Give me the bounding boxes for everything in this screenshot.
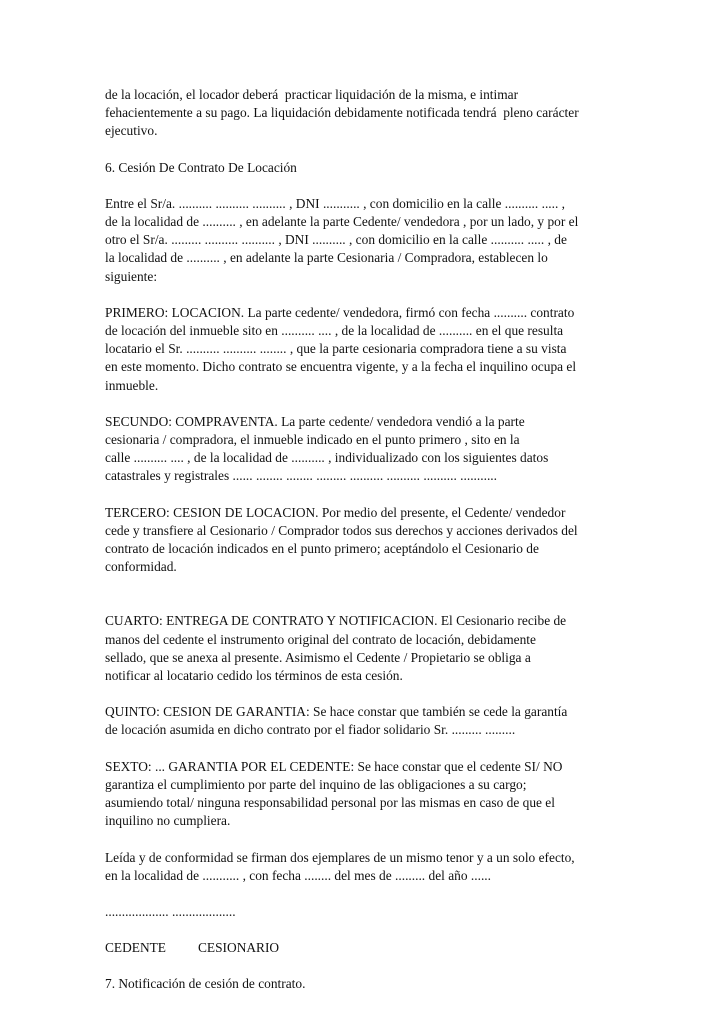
text-line: CUARTO: ENTREGA DE CONTRATO Y NOTIFICACION. El Cesionario recibe de bbox=[105, 613, 567, 629]
text-line: PRIMERO: LOCACION. La parte cedente/ vendedora, firmó con fecha .......... contrato bbox=[105, 304, 575, 320]
text-line: Entre el Sr/a. .......... .......... .......... , DNI ........... , con domicilio en la calle .......... ..... , bbox=[105, 195, 566, 211]
text-line: conformidad. bbox=[105, 559, 177, 575]
text-line: Leída y de conformidad se firman dos ejemplares de un mismo tenor y a un solo efecto, bbox=[105, 849, 575, 865]
clause-quinto bbox=[105, 703, 630, 739]
text-line: cede y transfiere al Cesionario / Comprador todos sus derechos y acciones derivados del bbox=[105, 522, 578, 538]
text-line: en la localidad de ........... , con fecha ........ del mes de ......... del año ...... bbox=[105, 867, 491, 883]
text-line: SECUNDO: COMPRAVENTA. La parte cedente/ vendedora vendió a la parte bbox=[105, 413, 525, 429]
text-line: notificar al locatario cedido los términos de esta cesión. bbox=[105, 668, 403, 684]
signer-cesionario: CESIONARIO bbox=[198, 940, 280, 956]
text-line: la localidad de .......... , en adelante la parte Cesionaria / Compradora, establecen lo bbox=[105, 250, 548, 266]
paragraph-liquidacion bbox=[105, 86, 630, 141]
text-line: contrato de locación indicados en el punto primero; aceptándolo el Cesionario de bbox=[105, 541, 539, 557]
text-line: otro el Sr/a. ......... .......... .......... , DNI .......... , con domicilio en la calle .......... ..... , de bbox=[105, 232, 567, 248]
text-line: de locación asumida en dicho contrato por el fiador solidario Sr. ......... ......... bbox=[105, 722, 516, 738]
closing-paragraph bbox=[105, 849, 630, 885]
paragraph-parties bbox=[105, 195, 630, 286]
text-line: QUINTO: CESION DE GARANTIA: Se hace constar que también se cede la garantía bbox=[105, 704, 568, 720]
text-line: sellado, que se anexa al presente. Asimismo el Cedente / Propietario se obliga a bbox=[105, 649, 531, 665]
text-line: de locación del inmueble sito en .......... .... , de la localidad de .......... en el que resulta bbox=[105, 323, 564, 339]
text-line: manos del cedente el instrumento original del contrato de locación, debidamente bbox=[105, 631, 536, 647]
text-line: de la localidad de .......... , en adelante la parte Cedente/ vendedora , por un lado, y por el bbox=[105, 214, 579, 230]
signature-lines: ................... ................... bbox=[105, 903, 236, 919]
text-line: ejecutivo. bbox=[105, 123, 158, 139]
text-line: catastrales y registrales ...... ........ ........ ......... .......... .......... .......... ........... bbox=[105, 468, 497, 484]
clause-primero bbox=[105, 304, 630, 395]
document-page bbox=[105, 86, 630, 1012]
text-line: en este momento. Dicho contrato se encuentra vigente, y a la fecha el inquilino ocupa el bbox=[105, 359, 577, 375]
text-line: de la locación, el locador deberá practicar liquidación de la misma, e intimar bbox=[105, 87, 519, 102]
text-line: cesionaria / compradora, el inmueble indicado en el punto primero , sito en la bbox=[105, 432, 520, 448]
text-line: inmueble. bbox=[105, 377, 159, 393]
text-line: siguiente: bbox=[105, 268, 158, 284]
text-line: locatario el Sr. .......... .......... ........ , que la parte cesionaria compradora tiene a su vista bbox=[105, 341, 567, 357]
section-6-heading: 6. Cesión De Contrato De Locación bbox=[105, 159, 297, 175]
text-line: fehacientemente a su pago. La liquidación debidamente notificada tendrá pleno carácter bbox=[105, 105, 579, 121]
text-line: calle .......... .... , de la localidad de .......... , individualizado con los siguientes datos bbox=[105, 450, 549, 466]
text-line: inquilino no cumpliera. bbox=[105, 813, 231, 829]
signer-labels bbox=[105, 939, 630, 957]
text-line: SEXTO: ... GARANTIA POR EL CEDENTE: Se hace constar que el cedente SI/ NO bbox=[105, 758, 563, 774]
clause-cuarto bbox=[105, 612, 630, 685]
clause-tercero bbox=[105, 504, 630, 577]
text-line: asumiendo total/ ninguna responsabilidad personal por las mismas en caso de que el bbox=[105, 795, 555, 811]
clause-segundo bbox=[105, 413, 630, 486]
text-line: TERCERO: CESION DE LOCACION. Por medio del presente, el Cedente/ vendedor bbox=[105, 504, 566, 520]
signer-cedente: CEDENTE bbox=[105, 940, 166, 956]
text-line: garantiza el cumplimiento por parte del inquino de las obligaciones a su cargo; bbox=[105, 776, 527, 792]
clause-sexto bbox=[105, 758, 630, 831]
section-7-heading: 7. Notificación de cesión de contrato. bbox=[105, 976, 306, 992]
